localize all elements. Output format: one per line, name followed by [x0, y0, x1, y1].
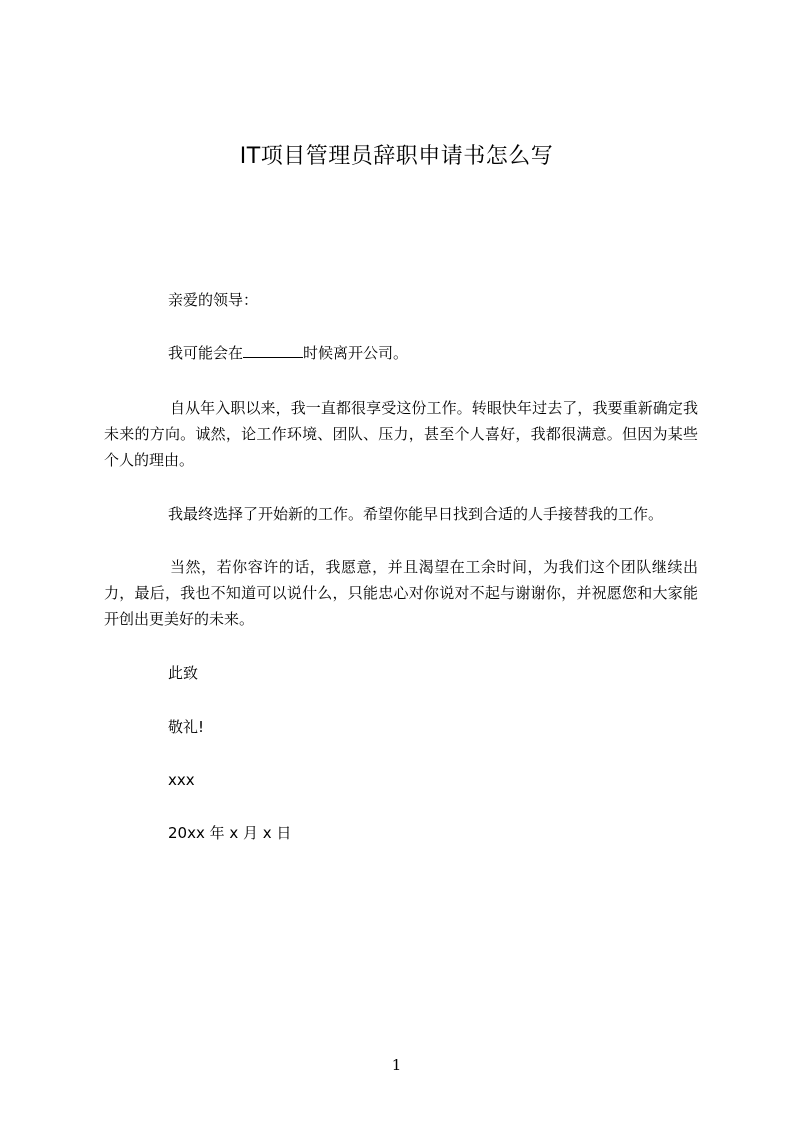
departure-line-before: 我可能会在	[168, 344, 244, 362]
paragraph-2: 我最终选择了开始新的工作。希望你能早日找到合适的人手接替我的工作。	[168, 505, 664, 523]
signature: xxx	[168, 771, 195, 789]
date-line: 20xx 年 x 月 x 日	[168, 824, 292, 842]
page-number: 1	[391, 1056, 402, 1074]
departure-line	[168, 340, 408, 366]
paragraph-3: 当然，若你容许的话，我愿意，并且渴望在工余时间，为我们这个团队继续出力，最后，我也不知道可以说什么，只能忠心对你说对不起与谢谢你，并祝愿您和大家能开创出更美好的未来。	[104, 558, 698, 628]
closing-salute: 敬礼!	[168, 718, 205, 736]
paragraph-1: 自从年入职以来，我一直都很享受这份工作。转眼快年过去了，我要重新确定我未来的方向。诚然，论工作环境、团队、压力，甚至个人喜好，我都很满意。但因为某些个人的理由。	[104, 399, 698, 469]
closing-regards: 此致	[168, 664, 199, 682]
blank-underline	[243, 343, 303, 358]
departure-line-after: 时候离开公司。	[303, 344, 409, 362]
document-title: IT项目管理员辞职申请书怎么写	[239, 144, 554, 169]
salutation: 亲爱的领导：	[168, 291, 259, 309]
